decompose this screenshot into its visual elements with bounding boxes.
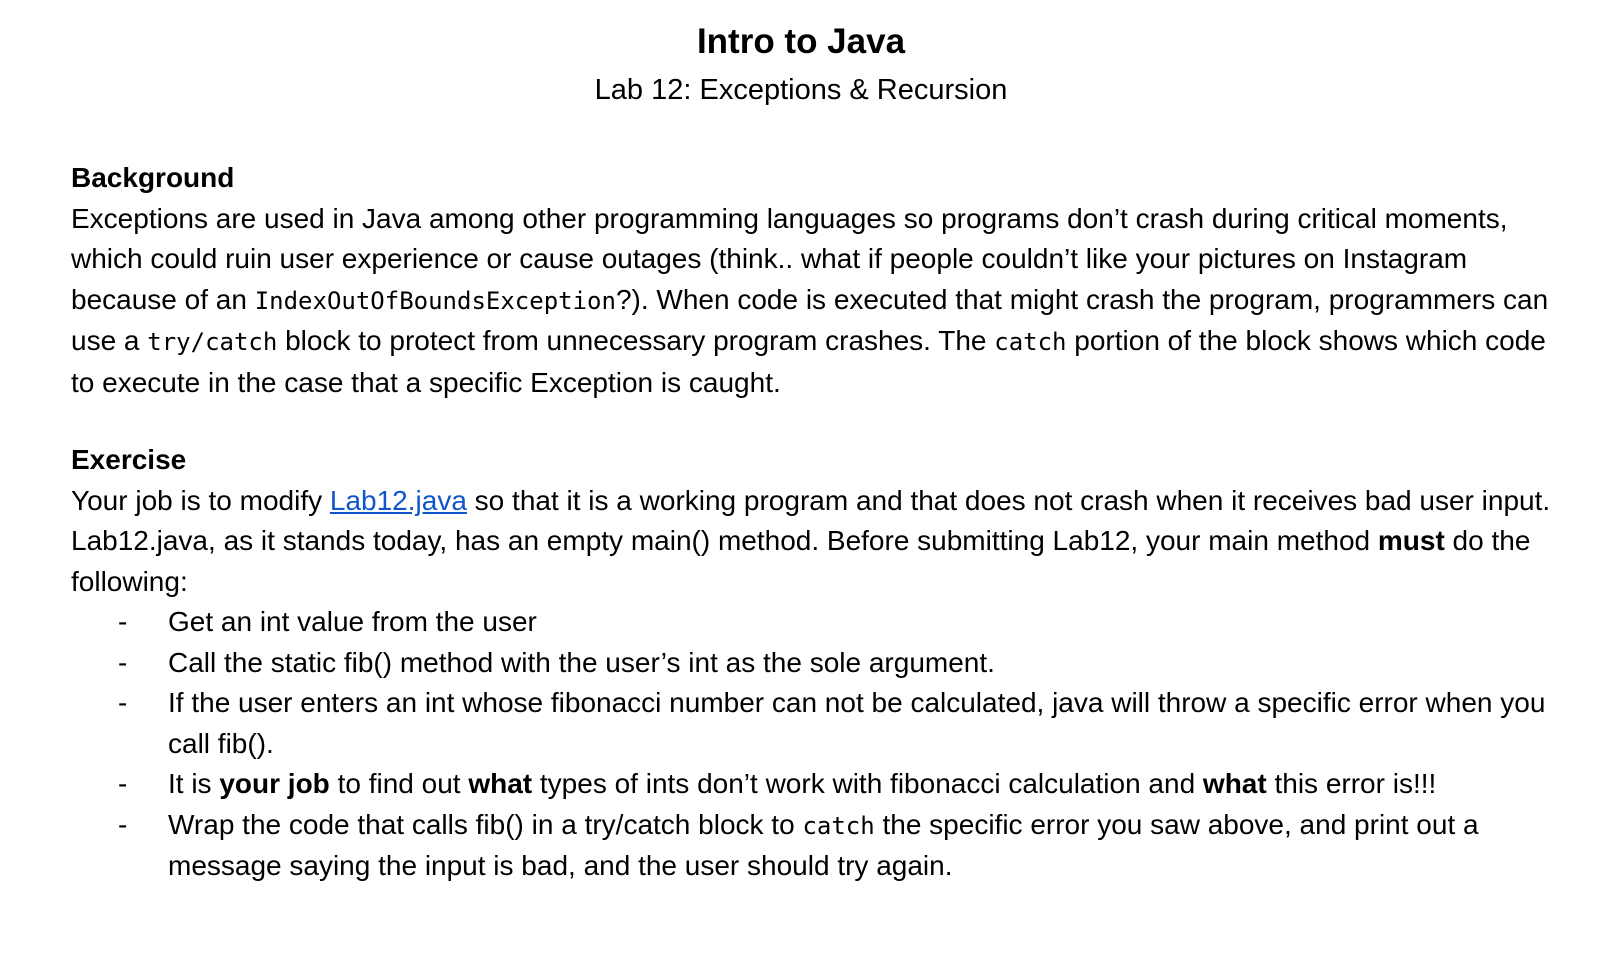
try-catch-code: try/catch [147,328,278,356]
list-item [71,602,1561,643]
exercise-section [71,440,1561,887]
exercise-paragraph [71,481,1561,603]
list-item [71,805,1561,887]
list-item [71,764,1561,805]
catch-code: catch [994,328,1067,356]
background-text-2: ?). When code is executed that might crash the program, programmers can use a [71,283,1549,356]
list-item [71,643,1561,684]
exercise-intro-2: so that it is a working program and that does not crash when it receives bad user input. Lab12.java, as it stands today, has an empty main() method. Before submitting Lab12, your main method [71,484,1551,556]
index-out-of-bounds-code: IndexOutOfBoundsException [254,286,616,315]
exercise-intro-must: must [1377,525,1445,556]
list-item-text-part: the specific error you saw above, and print out a message saying the input is bad, and the user should try again. [168,808,1479,881]
list-item-text [168,768,1436,799]
task-list [71,602,1561,887]
exercise-heading: Exercise [71,444,187,475]
exercise-intro-3: do the following: [71,525,1531,597]
list-item-bold-what: what [468,768,533,799]
background-text-1: Exceptions are used in Java among other programming languages so programs don’t crash during critical moments, which could ruin user experience or cause outages (think.. what if people couldn’t like your pictures on Instagram because of an [71,202,1508,315]
document-subtitle: Lab 12: Exceptions & Recursion [594,74,1008,106]
background-text-3: block to protect from unnecessary program crashes. The [277,325,995,356]
exercise-intro-1: Your job is to modify [71,484,330,516]
catch-code: catch [802,811,875,840]
bullet-dash: - [118,808,128,840]
list-item-text: If the user enters an int whose fibonacci number can not be calculated, java will throw a specific error when you call fib(). [168,687,1546,759]
background-paragraph [71,199,1561,404]
list-item-text: Get an int value from the user [168,606,537,637]
lab12-java-link[interactable]: Lab12.java [329,484,467,516]
background-heading: Background [71,162,235,193]
list-item-bold-what: what [1202,768,1267,799]
list-item-text-part: It is [168,768,220,799]
list-item-text-part: types of ints don’t work with fibonacci calculation and [532,768,1203,799]
background-text-4: portion of the block shows which code to execute in the case that a specific Exception is caught. [71,325,1546,398]
bullet-dash: - [118,687,128,718]
document-title: Intro to Java [696,22,906,61]
list-item [71,683,1561,764]
background-section [71,158,1561,403]
list-item-bold-your-job: your job [219,768,330,799]
list-item-text-part: Wrap the code that calls fib() in a try/catch block to [168,808,803,840]
list-item-text: Call the static fib() method with the user’s int as the sole argument. [168,646,995,678]
bullet-dash: - [118,606,128,637]
list-item-text [168,809,1479,882]
list-item-text-part: this error is!!! [1266,768,1437,799]
list-item-text-part: to find out [329,768,469,799]
bullet-dash: - [118,646,128,678]
bullet-dash: - [118,768,128,799]
